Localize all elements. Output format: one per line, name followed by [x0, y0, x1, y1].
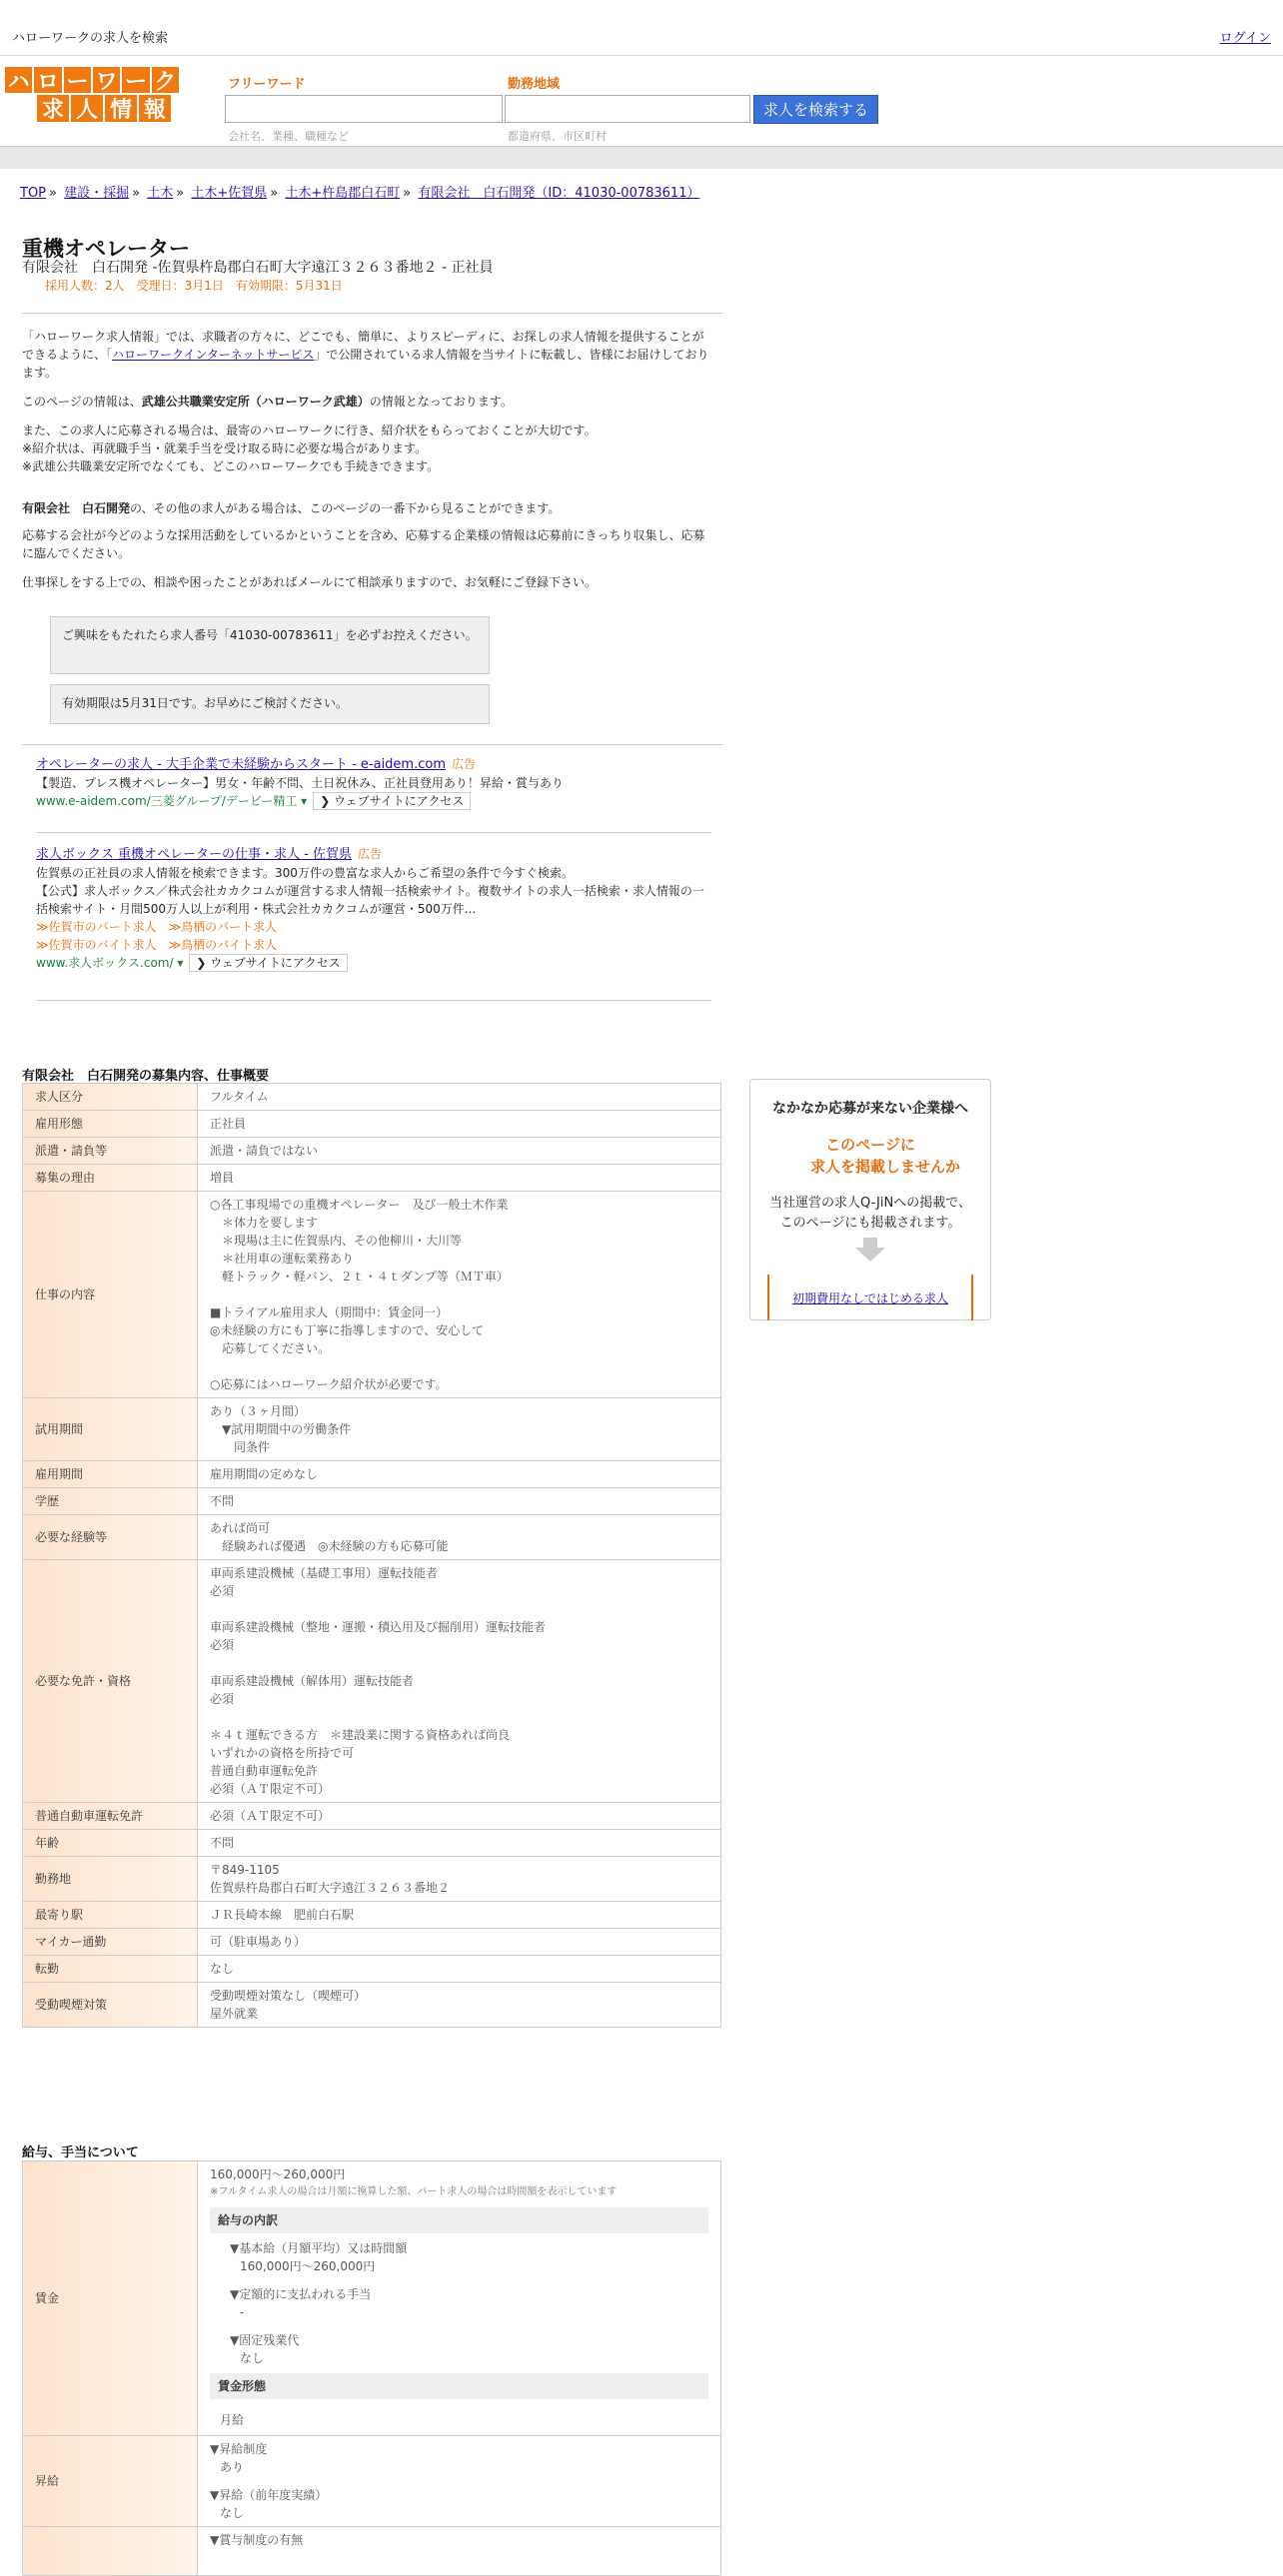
ad-unit: [36, 755, 715, 810]
logo-char: ロ: [33, 66, 62, 94]
row-value: 受動喫煙対策なし（喫煙可） 屋外就業: [198, 1983, 721, 2028]
ad-url[interactable]: www.e-aidem.com/三菱グループ/デービー精工 ▾: [36, 794, 308, 808]
consult-paragraph: 仕事探しをする上での、相談や困ったことがあればメールにて相談承りますので、お気軽にご登録下さい。: [22, 575, 598, 589]
promo-text-line: 当社運営の求人Q-JiNへの掲載で、: [769, 1196, 971, 1211]
row-key: 募集の理由: [23, 1165, 198, 1192]
base-pay-label: ▼基本給（月額平均）又は時間額: [230, 2241, 408, 2255]
ad-badge: 広告: [452, 757, 477, 771]
row-key: 雇用期間: [23, 1461, 198, 1488]
wage-breakdown-title: 給与の内訳: [210, 2207, 708, 2233]
area-label: 勤務地域: [508, 77, 561, 92]
table-row: [23, 2527, 721, 2576]
search-button[interactable]: 求人を検索する: [753, 95, 878, 124]
referral-text: また、この求人に応募される場合は、最寄のハローワークに行き、紹介状をもらっておくことが大切です。: [22, 424, 597, 437]
pay-section-title: 給与、手当について: [22, 2146, 139, 2160]
wage-range: 160,000円〜260,000円: [210, 2167, 346, 2181]
table-row: [23, 2436, 721, 2527]
row-value: 正社員: [198, 1111, 721, 1138]
row-key: 年齢: [23, 1830, 198, 1857]
header: [0, 56, 1283, 146]
promo-heading: なかなか応募が来ない企業様へ: [772, 1101, 968, 1117]
table-row: [23, 1956, 721, 1983]
row-key: 受動喫煙対策: [23, 1983, 198, 2028]
table-row: [23, 1111, 721, 1138]
row-value: 必須（ＡＴ限定不可）: [198, 1803, 721, 1830]
row-key: 試用期間: [23, 1398, 198, 1461]
page-title: 重機オペレーター: [22, 237, 190, 261]
recruit-table: [22, 1083, 721, 2028]
area-hint: 都道府県、市区町村: [508, 130, 607, 143]
row-value: 車両系建設機械（基礎工事用）運転技能者 必須 車両系建設機械（整地・運搬・積込用及び掘削用）運転技能者 必須 車両系建設機械（解体用）運転技能者 必須 ＊４ｔ運転できる方 ＊建設業に関する資格あれば尚良 いずれかの資格を所持で可 普通自動車運転免許 必須（ＡＴ限定不可）: [198, 1560, 721, 1803]
ad-visit-button[interactable]: ❯ ウェブサイトにアクセス: [189, 954, 347, 972]
table-row: [23, 1515, 721, 1560]
row-value: 不問: [198, 1830, 721, 1857]
ad-description: 佐賀県の正社員の求人情報を検索できます。300万件の豊富な求人からご希望の条件で今すぐ検索。: [36, 866, 574, 880]
row-value: 雇用期間の定めなし: [198, 1461, 721, 1488]
divider: [36, 1000, 711, 1001]
breadcrumb-top[interactable]: TOP: [20, 186, 47, 201]
table-row: [23, 1803, 721, 1830]
row-key: 最寄り駅: [23, 1902, 198, 1929]
table-row: [23, 1138, 721, 1165]
wage-form-value: 月給: [220, 2413, 245, 2427]
overtime-value: なし: [240, 2351, 265, 2365]
promo-text-line: このページにも掲載されます。: [779, 1216, 961, 1231]
row-value: 派遣・請負ではない: [198, 1138, 721, 1165]
divider: [22, 313, 723, 314]
other-jobs-text: の、その他の求人がある場合は、このページの一番下から見ることができます。: [130, 501, 561, 515]
raise-prev-label: ▼昇給（前年度実績）: [210, 2488, 328, 2502]
ad-sitelinks[interactable]: ≫佐賀市のバイト求人 ≫鳥栖のバイト求人: [36, 938, 278, 952]
source-office: 武雄公共職業安定所（ハローワーク武雄）: [141, 395, 370, 409]
source-text: このページの情報は、: [22, 395, 142, 409]
raise-value: あり: [220, 2460, 245, 2474]
table-row: [23, 2161, 721, 2436]
start-posting-button-frame: [767, 1275, 973, 1320]
job-number-note: ご興味をもたれたら求人番号「41030-00783611」を必ずお控えください。: [50, 616, 490, 674]
row-key: 雇用形態: [23, 1111, 198, 1138]
row-key: 仕事の内容: [23, 1192, 198, 1398]
table-row: [23, 1488, 721, 1515]
row-value: あれば尚可 経験あれば優遇 ◎未経験の方も応募可能: [198, 1515, 721, 1560]
row-value: [198, 2436, 721, 2527]
other-jobs-paragraph: [22, 499, 711, 517]
ad-badge: 広告: [357, 847, 382, 861]
start-posting-button[interactable]: 初期費用なしではじめる求人: [791, 1290, 948, 1305]
row-key: 勤務地: [23, 1857, 198, 1902]
site-logo[interactable]: [4, 66, 180, 124]
row-key: 賃金: [23, 2161, 198, 2436]
logo-char: 報: [138, 94, 172, 123]
referral-text: ※武雄公共職業安定所でなくても、どこのハローワークでも手続きできます。: [22, 459, 440, 473]
divider: [22, 744, 723, 745]
logo-char: ク: [151, 66, 180, 94]
area-input[interactable]: [505, 95, 750, 123]
ad-url[interactable]: www.求人ボックス.com/ ▾: [36, 956, 184, 970]
row-value: ＪＲ長崎本線 肥前白石駅: [198, 1902, 721, 1929]
promo-headline: [750, 1134, 990, 1178]
fixed-allowance-label: ▼定額的に支払われる手当: [230, 2287, 372, 2301]
breadcrumb-prefecture[interactable]: 土木+佐賀県: [191, 186, 268, 201]
table-row: [23, 1983, 721, 2028]
table-row: [23, 1902, 721, 1929]
row-value: なし: [198, 1956, 721, 1983]
ad-unit: [36, 845, 715, 972]
row-key: 普通自動車運転免許: [23, 1803, 198, 1830]
divider: [36, 832, 711, 833]
breadcrumb: TOP » 建設・採掘 » 土木 » 土木+佐賀県 » 土木+杵島郡白石町 » 有限会社 白石開発（ID：41030-00783611）: [20, 186, 700, 201]
expiry-note: 有効期限は5月31日です。お早めにご検討ください。: [50, 684, 490, 724]
intro-paragraph: [22, 328, 711, 382]
row-value: [198, 2161, 721, 2436]
company-name: 有限会社 白石開発: [22, 501, 131, 515]
breadcrumb-category[interactable]: 建設・採掘: [64, 186, 130, 201]
row-key: マイカー通勤: [23, 1929, 198, 1956]
table-row: [23, 1560, 721, 1803]
row-value: あり（３ヶ月間） ▼試用期間中の労働条件 同条件: [198, 1398, 721, 1461]
overtime-label: ▼固定残業代: [230, 2333, 300, 2347]
row-key: 必要な経験等: [23, 1515, 198, 1560]
promo-headline-line: 求人を掲載しませんか: [809, 1158, 960, 1176]
ad-description: 【公式】求人ボックス／株式会社カカクコムが運営する求人情報一括検索サイト。複数サイトの求人一括検索・求人情報の一括検索サイト・月間500万人以上が利用・株式会社カカクコムが運営・500万件...: [36, 884, 704, 916]
ad-sitelinks[interactable]: ≫佐賀市のパート求人 ≫鳥栖のパート求人: [36, 920, 278, 934]
logo-char: 求: [36, 94, 70, 123]
keyword-input[interactable]: [225, 95, 503, 123]
breadcrumb-town[interactable]: 土木+杵島郡白石町: [285, 186, 401, 201]
promo-text: [750, 1194, 990, 1234]
advice-paragraph: 応募する会社が今どのような採用活動をしているかということを含め、応募する企業様の情報は応募前にきっちり収集し、応募に臨んでください。: [22, 528, 705, 560]
wage-note: ※フルタイム求人の場合は月額に換算した額、パート求人の場合は時間額を表示しています: [210, 2186, 618, 2197]
job-subtitle: 有限会社 白石開発 -佐賀県杵島郡白石町大字遠江３２６３番地２ - 正社員: [22, 260, 494, 276]
wage-form-title: 賃金形態: [210, 2373, 708, 2399]
table-row: [23, 1830, 721, 1857]
row-value: 増員: [198, 1165, 721, 1192]
top-bar: [0, 0, 1283, 56]
row-key: 必要な免許・資格: [23, 1560, 198, 1803]
source-paragraph: [22, 393, 711, 411]
row-key: 転勤: [23, 1956, 198, 1983]
intro-text: 」で公開されている求人情報を当サイトに転載し、皆様にお届けしております。: [22, 348, 709, 380]
row-value: 〒849-1105 佐賀県杵島郡白石町大字遠江３２６３番地２: [198, 1857, 721, 1902]
ad-visit-button[interactable]: ❯ ウェブサイトにアクセス: [313, 792, 471, 810]
logo-char: ワ: [92, 66, 121, 94]
table-row: [23, 1398, 721, 1461]
keyword-hint: 会社名、業種、職種など: [228, 130, 349, 143]
row-value: 不問: [198, 1488, 721, 1515]
logo-char: 情: [104, 94, 138, 123]
recruit-section-title: 有限会社 白石開発の募集内容、仕事概要: [22, 1069, 270, 1084]
table-row: [23, 1929, 721, 1956]
row-value: ○各工事現場での重機オペレーター 及び一般土木作業 ＊体力を要します ＊現場は主に佐賀県内、その他柳川・大川等 ＊社用車の運転業務あり 軽トラック・軽バン、２ｔ・４ｔダンプ等（ＭＴ車） ■トライアル雇用求人（期間中：賃金同一） ◎未経験の方にも丁寧に指導しますので、安心して 応募してください。 ○応募にはハローワーク紹介状が必要です。: [198, 1192, 721, 1398]
header-divider: [0, 146, 1283, 169]
logo-char: ー: [63, 66, 92, 94]
row-value: 可（駐車場あり）: [198, 1929, 721, 1956]
raise-prev-value: なし: [220, 2506, 245, 2520]
bonus-label: ▼賞与制度の有無: [210, 2533, 304, 2547]
site-title: ハローワークの求人を検索: [12, 31, 169, 46]
keyword-label: フリーワード: [228, 77, 306, 92]
logo-char: 人: [70, 94, 104, 123]
ad-title-link[interactable]: オペレーターの求人 - 大手企業で未経験からスタート - e-aidem.com: [36, 757, 446, 772]
ad-title-link[interactable]: 求人ボックス 重機オペレーターの仕事・求人 - 佐賀県: [36, 847, 352, 862]
logo-char: ハ: [4, 66, 33, 94]
down-arrow-icon: [855, 1238, 885, 1265]
row-key: [23, 2527, 198, 2576]
table-row: [23, 1084, 721, 1111]
pay-table: [22, 2160, 721, 2576]
referral-text: ※紹介状は、再就職手当・就業手当を受け取る時に必要な場合があります。: [22, 441, 428, 455]
row-key: 学歴: [23, 1488, 198, 1515]
row-key: 派遣・請負等: [23, 1138, 198, 1165]
source-text: の情報となっております。: [369, 395, 513, 409]
row-value: [198, 2527, 721, 2576]
table-row: [23, 1461, 721, 1488]
table-row: [23, 1857, 721, 1902]
row-key: 昇給: [23, 2436, 198, 2527]
hellowork-internet-link[interactable]: ハローワークインターネットサービス: [112, 348, 315, 362]
login-link[interactable]: ログイン: [1219, 31, 1271, 46]
breadcrumb-subcategory[interactable]: 土木: [147, 186, 174, 201]
table-row: [23, 1192, 721, 1398]
raise-label: ▼昇給制度: [210, 2442, 268, 2456]
advertise-promo-box: [749, 1079, 991, 1320]
job-meta: 採用人数：2人 受理日：3月1日 有効期限：5月31日: [45, 279, 343, 293]
promo-headline-line: このページに: [825, 1136, 915, 1154]
row-key: 求人区分: [23, 1084, 198, 1111]
row-value: フルタイム: [198, 1084, 721, 1111]
table-row: [23, 1165, 721, 1192]
intro-text: 「ハローワーク求人情報」では、求職者の方々に、どこでも、簡単に、よりスピーディに、お探しの求人情報を提供することができるように、「: [22, 330, 704, 362]
breadcrumb-company[interactable]: 有限会社 白石開発（ID：41030-00783611）: [418, 186, 700, 201]
logo-char: ー: [121, 66, 150, 94]
base-pay-value: 160,000円〜260,000円: [240, 2259, 376, 2273]
ad-description: 【製造、プレス機オペレーター】男女・年齢不問、土日祝休み、正社員登用あり！昇給・賞与あり: [36, 776, 564, 790]
fixed-allowance-value: -: [240, 2305, 245, 2319]
referral-paragraph: [22, 422, 711, 475]
